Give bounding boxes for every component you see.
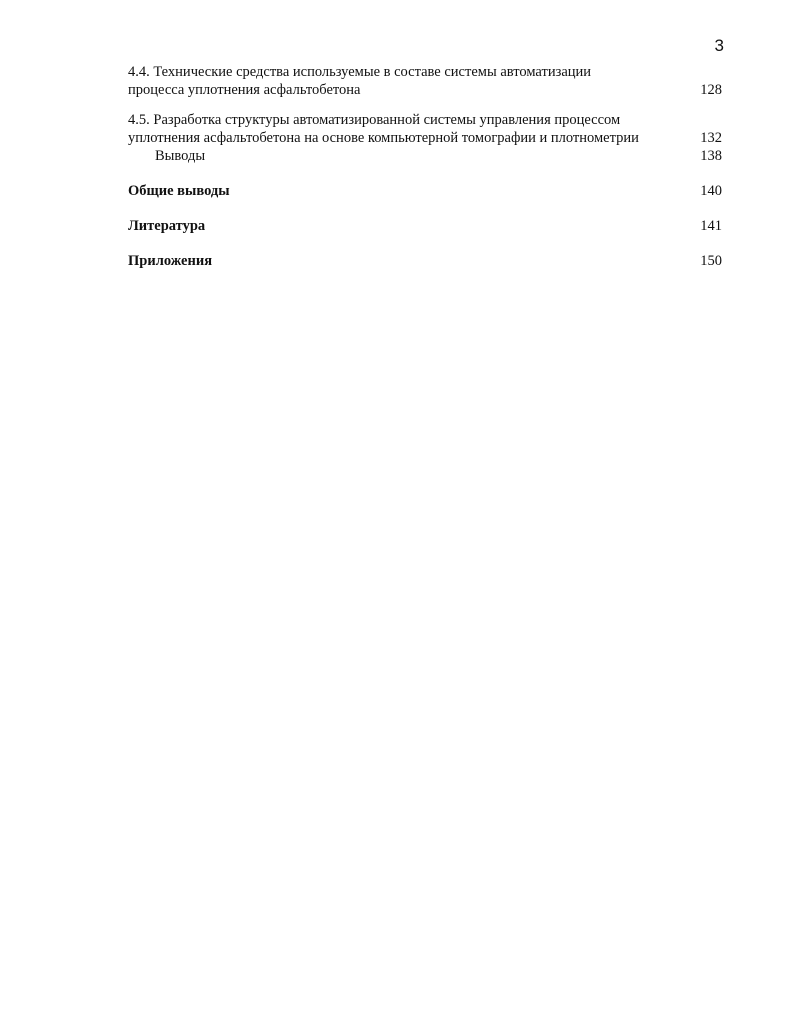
toc-entry-general-conclusions-row <box>128 182 722 200</box>
toc-entry-appendices <box>128 252 722 270</box>
toc-entry-conclusions-row <box>128 147 722 165</box>
toc-entry-conclusions-page: 138 <box>700 148 722 164</box>
toc-entry-general-conclusions <box>128 182 722 200</box>
toc-entry-4-4-line2: процесса уплотнения асфальтобетона <box>128 82 361 98</box>
toc-entry-literature-row <box>128 217 722 235</box>
toc-entry-appendices-label: Приложения <box>128 253 213 269</box>
toc-entry-literature <box>128 217 722 235</box>
toc-entry-4-5-line2: уплотнения асфальтобетона на основе компьютерной томографии и плотнометрии <box>128 130 639 146</box>
toc-entry-literature-page: 141 <box>700 218 722 234</box>
toc-entry-general-conclusions-page: 140 <box>700 183 722 199</box>
toc-entry-4-5-page: 132 <box>700 130 722 146</box>
table-of-contents <box>128 63 722 270</box>
toc-entry-4-4-line1: 4.4. Технические средства используемые в составе системы автоматизации <box>128 64 592 80</box>
toc-entry-appendices-page: 150 <box>700 253 722 269</box>
toc-entry-4-4-line2-row <box>128 81 722 99</box>
toc-entry-4-5-line1: 4.5. Разработка структуры автоматизированной системы управления процессом <box>128 112 621 128</box>
toc-entry-appendices-row <box>128 252 722 270</box>
toc-entry-4-5-line2-row <box>128 129 722 147</box>
toc-entry-conclusions-label: Выводы <box>155 148 206 164</box>
toc-entry-literature-label: Литература <box>128 218 206 234</box>
page-number: 3 <box>714 36 724 55</box>
toc-entry-general-conclusions-label: Общие выводы <box>128 183 230 199</box>
toc-entry-4-4-page: 128 <box>700 82 722 98</box>
toc-entry-4-4 <box>128 63 722 99</box>
toc-entry-4-5 <box>128 111 722 165</box>
